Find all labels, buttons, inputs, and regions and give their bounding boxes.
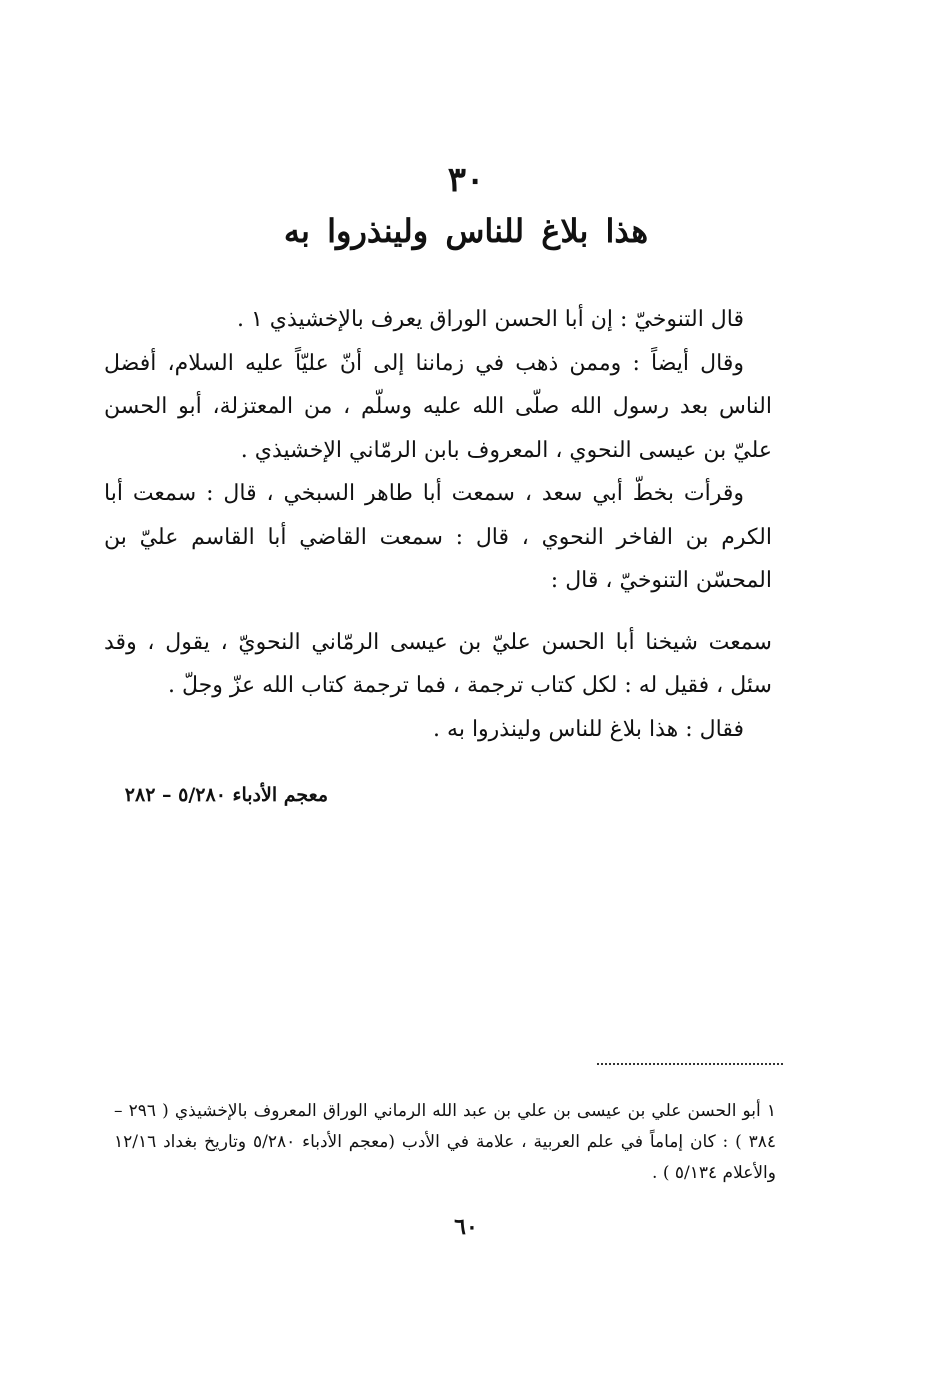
section-title: هذا بلاغ للناس ولينذروا به	[283, 212, 649, 250]
body-text	[104, 298, 772, 751]
footnote-text: ١ أبو الحسن علي بن عيسى بن علي بن عبد الله الرماني الوراق المعروف بالإخشيذي ( ٢٩٦ – ٣٨٤ ) : كان إماماً في علم العربية ، علامة في الأدب (معجم الأدباء ٥/٢٨٠ وتاريخ بغداد ١٢/١٦ والأعلام ٥/١٣٤ ) .	[114, 1101, 776, 1183]
source-citation: معجم الأدباء ٥/٢٨٠ – ٢٨٢	[124, 784, 328, 806]
paragraph-1: قال التنوخيّ : إن أبا الحسن الوراق يعرف بالإخشيذي ١ .	[236, 307, 744, 332]
paragraph-3: وقرأت بخطّ أبي سعد ، سمعت أبا طاهر السبخي ، قال : سمعت أبا الكرم بن الفاخر النحوي ، قال : سمعت القاضي أبا القاسم عليّ بن المحسّن التنوخيّ ، قال :	[104, 481, 772, 593]
paragraph-4: سمعت شيخنا أبا الحسن عليّ بن عيسى الرمّاني النحويّ ، يقول ، وقد سئل ، فقيل له : لكل كتاب ترجمة ، فما ترجمة كتاب الله عزّ وجلّ .	[104, 629, 772, 698]
page-number: ٦٠	[454, 1214, 478, 1240]
paragraph-5: فقال : هذا بلاغ للناس ولينذروا به .	[433, 716, 744, 742]
paragraph-2: وقال أيضاً : وممن ذهب في زماننا إلى أنّ عليّاً عليه السلام، أفضل الناس بعد رسول الله صلّى الله عليه وسلّم ، من المعتزلة، أبو الحسن عليّ بن عيسى النحوي ، المعروف بابن الرمّاني الإخشيذي .	[104, 350, 772, 463]
footnote	[114, 1096, 776, 1189]
footnote-divider	[597, 1063, 783, 1065]
section-number: ٣٠	[447, 160, 485, 200]
